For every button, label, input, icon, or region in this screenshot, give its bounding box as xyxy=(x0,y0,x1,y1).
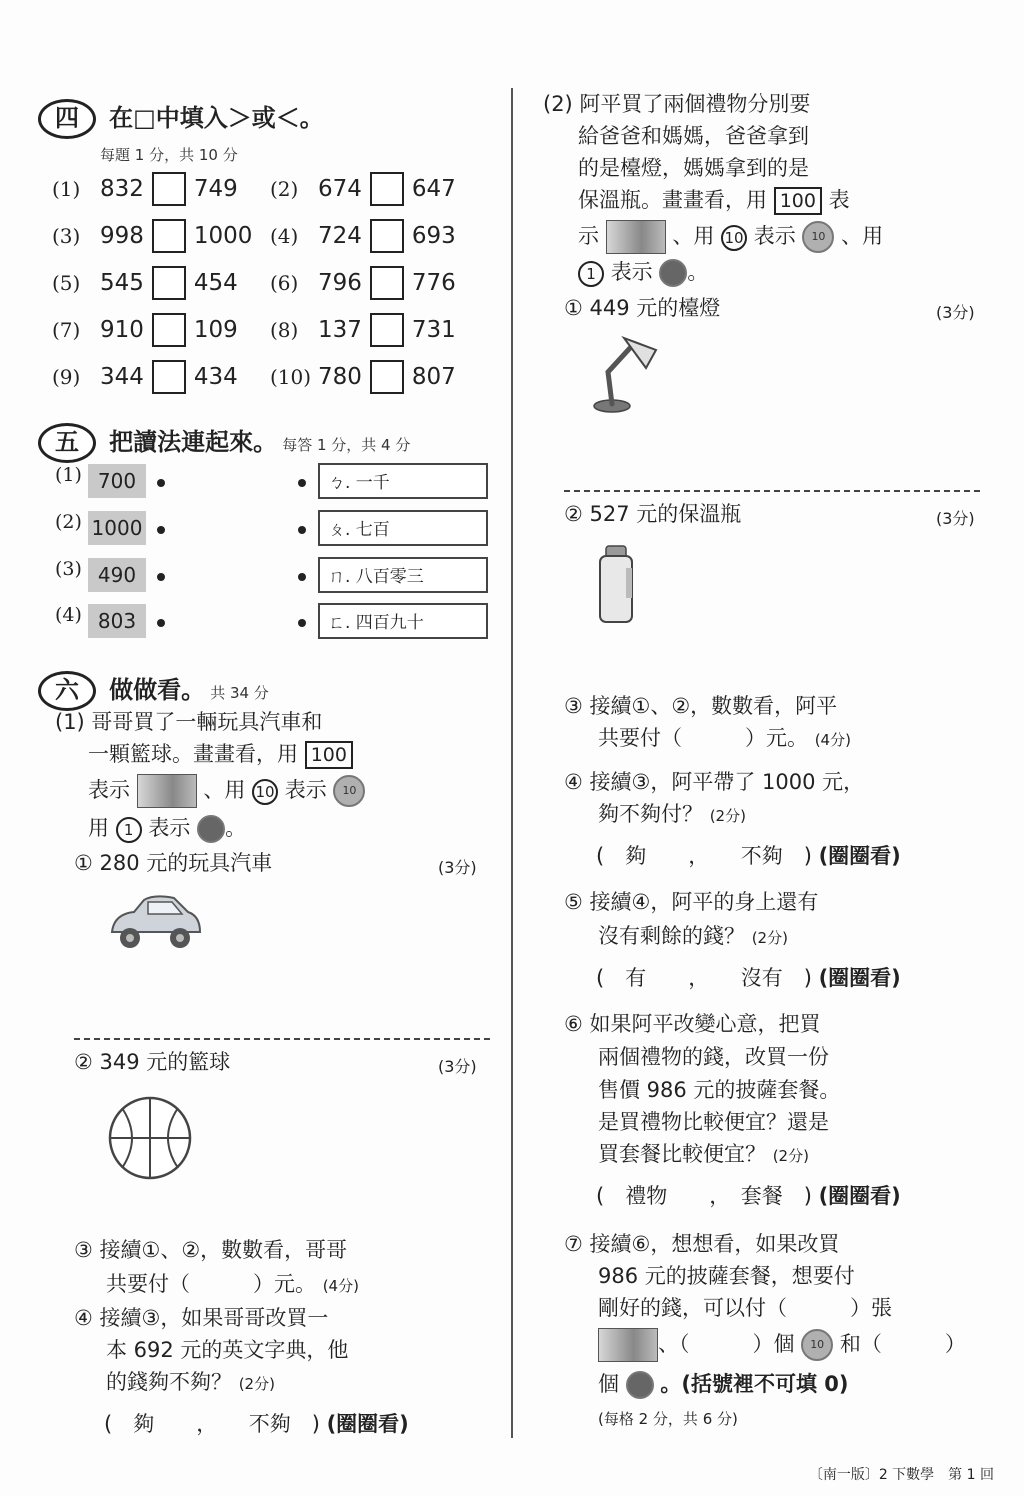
match-dot-left[interactable] xyxy=(157,526,165,534)
match-number: 490 xyxy=(88,558,146,592)
compare-item-10: (10) 780 807 xyxy=(270,360,456,394)
match-dot-right[interactable] xyxy=(298,479,306,487)
hundred-box: 100 xyxy=(774,187,822,215)
answer-box[interactable] xyxy=(370,266,404,300)
q2-f-line5: 買套餐比較便宜？ (2分) xyxy=(598,1142,809,1166)
compare-item-6: (6) 796 776 xyxy=(270,266,456,300)
section-6-badge: 六 xyxy=(38,671,96,711)
q2-a-label: ① 449 元的檯燈 xyxy=(564,296,721,320)
q2-text-line2: 給爸爸和媽媽，爸爸拿到 xyxy=(578,124,809,148)
q1-b-label: ② 349 元的籃球 xyxy=(74,1050,231,1074)
q2-g-line3: 剛好的錢，可以付（ ）張 xyxy=(598,1296,892,1320)
q1-d-line3: 的錢夠不夠？ (2分) xyxy=(106,1370,275,1394)
section-5-note: 每答 1 分，共 4 分 xyxy=(282,436,411,454)
compare-item-7: (7) 910 109 xyxy=(52,313,238,347)
section-6-instruction: 做做看。 xyxy=(109,676,206,704)
compare-item-8: (8) 137 731 xyxy=(270,313,456,347)
match-index: (1) xyxy=(55,464,82,486)
q2-g-line1: ⑦ 接續⑥，想想看，如果改買 xyxy=(564,1232,840,1256)
match-dot-left[interactable] xyxy=(157,479,165,487)
q2-f-line3: 售價 986 元的披薩套餐。 xyxy=(598,1078,841,1102)
match-index: (3) xyxy=(55,558,82,580)
toy-car-icon xyxy=(104,892,204,956)
q2-e-line2: 沒有剩餘的錢？ (2分) xyxy=(598,924,788,948)
q2-g-line4: 、（ ）個 10 和（ ） xyxy=(598,1328,966,1362)
q2-a-points: (3分) xyxy=(936,303,975,322)
one-coin-icon xyxy=(626,1371,654,1399)
q2-g-line5: 個 。(括號裡不可填 0) xyxy=(598,1368,849,1400)
q1-a-label: ① 280 元的玩具汽車 xyxy=(74,851,273,875)
q2-f-line4: 是買禮物比較便宜？還是 xyxy=(598,1110,829,1134)
ten-circle-icon: 10 xyxy=(252,779,278,805)
reading-option: ㄈ. 四百九十 xyxy=(318,603,488,639)
match-number: 1000 xyxy=(88,511,146,545)
compare-item-1: (1) 832 749 xyxy=(52,172,238,206)
compare-item-5: (5) 545 454 xyxy=(52,266,238,300)
dashed-divider xyxy=(564,490,980,492)
ten-coin-icon: 10 xyxy=(802,221,834,253)
q2-e-choice[interactable]: ( 有 ， 沒有 ) (圈圈看) xyxy=(596,966,901,990)
answer-box[interactable] xyxy=(152,266,186,300)
q2-e-line1: ⑤ 接續④，阿平的身上還有 xyxy=(564,890,819,914)
hundred-bill-icon xyxy=(606,220,666,254)
compare-item-9: (9) 344 434 xyxy=(52,360,238,394)
match-dot-right[interactable] xyxy=(298,573,306,581)
q2-b-points: (3分) xyxy=(936,509,975,528)
match-dot-left[interactable] xyxy=(157,619,165,627)
compare-item-4: (4) 724 693 xyxy=(270,219,456,253)
hundred-bill-icon xyxy=(137,774,197,808)
compare-item-2: (2) 674 647 xyxy=(270,172,456,206)
answer-box[interactable] xyxy=(152,360,186,394)
thermos-icon xyxy=(596,544,636,626)
section-6-header xyxy=(38,670,269,711)
answer-box[interactable] xyxy=(152,219,186,253)
section-6-note: 共 34 分 xyxy=(210,684,269,702)
section-4-badge: 四 xyxy=(38,99,96,139)
q2-text-line4: 保溫瓶。畫畫看，用 100 表 xyxy=(578,184,850,216)
match-dot-right[interactable] xyxy=(298,619,306,627)
answer-box[interactable] xyxy=(152,313,186,347)
q1-text-line2: 一顆籃球。畫畫看，用 100 xyxy=(88,738,353,770)
q2-b-label: ② 527 元的保溫瓶 xyxy=(564,502,742,526)
q2-f-line2: 兩個禮物的錢，改買一份 xyxy=(598,1045,829,1069)
q1-text-line4: 用 1 表示 。 xyxy=(88,812,246,844)
one-coin-icon xyxy=(659,259,687,287)
q1-c-line1: ③ 接續①、②，數數看，哥哥 xyxy=(74,1238,348,1262)
q1-b-points: (3分) xyxy=(438,1057,477,1076)
column-divider xyxy=(511,88,513,1438)
q2-d-line1: ④ 接續③，阿平帶了 1000 元， xyxy=(564,770,865,794)
q2-g-points: (每格 2 分，共 6 分) xyxy=(598,1410,738,1428)
hundred-box: 100 xyxy=(305,741,353,769)
dashed-divider xyxy=(74,1038,490,1040)
match-dot-left[interactable] xyxy=(157,573,165,581)
q2-text-line5: 示 、用 10 表示 10 、用 xyxy=(578,220,883,254)
one-circle-icon: 1 xyxy=(578,261,604,287)
section-5-badge: 五 xyxy=(38,423,96,463)
q2-f-line1: ⑥ 如果阿平改變心意，把買 xyxy=(564,1012,821,1036)
q2-d-choice[interactable]: ( 夠 ， 不夠 ) (圈圈看) xyxy=(596,844,901,868)
compare-item-3: (3) 998 1000 xyxy=(52,219,252,253)
q1-text-line1: (1) 哥哥買了一輛玩具汽車和 xyxy=(55,710,323,734)
answer-box[interactable] xyxy=(370,313,404,347)
reading-option: ㄆ. 七百 xyxy=(318,510,488,546)
q1-c-line2: 共要付（ ）元。 (4分) xyxy=(106,1272,359,1296)
section-5-header xyxy=(38,422,410,463)
q2-d-line2: 夠不夠付？ (2分) xyxy=(598,802,746,826)
section-4-note: 每題 1 分，共 10 分 xyxy=(100,146,238,164)
ten-coin-icon: 10 xyxy=(333,775,365,807)
match-dot-right[interactable] xyxy=(298,526,306,534)
q2-g-line2: 986 元的披薩套餐，想要付 xyxy=(598,1264,855,1288)
q2-text-line6: 1 表示 。 xyxy=(578,256,708,288)
one-coin-icon xyxy=(197,815,225,843)
q2-c-line1: ③ 接續①、②，數數看，阿平 xyxy=(564,694,838,718)
basketball-icon xyxy=(106,1094,194,1182)
match-number: 700 xyxy=(88,464,146,498)
q2-text-line3: 的是檯燈，媽媽拿到的是 xyxy=(578,156,809,180)
desk-lamp-icon xyxy=(590,334,666,416)
ten-coin-icon: 10 xyxy=(801,1329,833,1361)
match-index: (4) xyxy=(55,604,82,626)
hundred-bill-icon xyxy=(598,1328,658,1362)
section-5-instruction: 把讀法連起來。 xyxy=(109,428,278,456)
answer-box[interactable] xyxy=(152,172,186,206)
reading-option: ㄇ. 八百零三 xyxy=(318,557,488,593)
q1-d-line2: 本 692 元的英文字典，他 xyxy=(106,1338,349,1362)
answer-box[interactable] xyxy=(370,219,404,253)
q2-text-line1: (2) 阿平買了兩個禮物分別要 xyxy=(543,92,811,116)
reading-option: ㄅ. 一千 xyxy=(318,463,488,499)
q1-d-choice[interactable]: ( 夠 ， 不夠 ) (圈圈看) xyxy=(104,1412,409,1436)
page-footer: 〔南一版〕2 下數學 第 1 回 xyxy=(808,1467,994,1483)
match-number: 803 xyxy=(88,604,146,638)
q1-a-points: (3分) xyxy=(438,858,477,877)
one-circle-icon: 1 xyxy=(116,817,142,843)
answer-box[interactable] xyxy=(370,360,404,394)
q1-d-line1: ④ 接續③，如果哥哥改買一 xyxy=(74,1306,329,1330)
section-4-instruction: 在□中填入＞或＜。 xyxy=(109,104,324,132)
section-4-header xyxy=(38,98,324,139)
q2-f-choice[interactable]: ( 禮物 ， 套餐 ) (圈圈看) xyxy=(596,1184,901,1208)
match-index: (2) xyxy=(55,511,82,533)
q2-c-line2: 共要付（ ）元。 (4分) xyxy=(598,726,851,750)
q1-text-line3: 表示 、用 10 表示 10 xyxy=(88,774,365,808)
ten-circle-icon: 10 xyxy=(721,225,747,251)
answer-box[interactable] xyxy=(370,172,404,206)
